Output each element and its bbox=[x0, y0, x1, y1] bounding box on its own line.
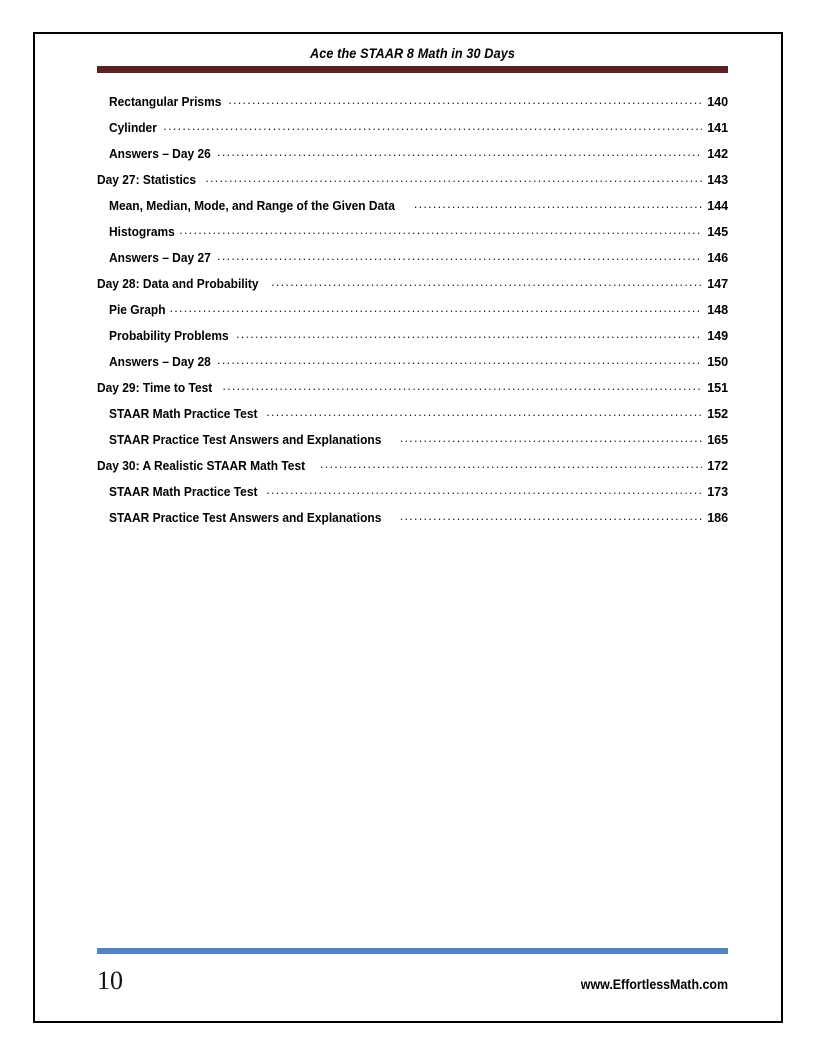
toc-entry-page-number: 140 bbox=[707, 94, 728, 109]
toc-entry[interactable] bbox=[97, 275, 728, 301]
toc-entry-page-number: 150 bbox=[707, 354, 728, 369]
toc-dot-leader bbox=[205, 171, 702, 184]
toc-entry-label: Day 28: Data and Probability bbox=[97, 276, 259, 291]
toc-entry-label: Answers – Day 26 bbox=[109, 146, 211, 161]
toc-entry-page-number: 172 bbox=[707, 458, 728, 473]
book-title: Ace the STAAR 8 Math in 30 Days bbox=[309, 46, 516, 61]
toc-entry-page-number: 152 bbox=[707, 406, 728, 421]
toc-dot-leader bbox=[217, 249, 702, 262]
toc-entry[interactable] bbox=[97, 431, 728, 457]
toc-entry[interactable] bbox=[97, 379, 728, 405]
toc-dot-leader bbox=[179, 223, 702, 236]
toc-entry[interactable] bbox=[97, 171, 728, 197]
toc-entry[interactable] bbox=[97, 93, 728, 119]
toc-entry-page-number: 145 bbox=[707, 224, 728, 239]
toc-entry[interactable] bbox=[97, 119, 728, 145]
toc-entry[interactable] bbox=[97, 353, 728, 379]
toc-dot-leader bbox=[222, 379, 702, 392]
page-frame bbox=[33, 32, 783, 1023]
toc-entry-page-number: 165 bbox=[707, 432, 728, 447]
toc-entry-page-number: 148 bbox=[707, 302, 728, 317]
toc-entry-page-number: 141 bbox=[707, 120, 728, 135]
toc-entry-page-number: 173 bbox=[707, 484, 728, 499]
toc-entry-label: Cylinder bbox=[109, 120, 157, 135]
toc-entry-page-number: 149 bbox=[707, 328, 728, 343]
toc-entry-label: Day 29: Time to Test bbox=[97, 380, 213, 395]
toc-entry[interactable] bbox=[97, 301, 728, 327]
toc-entry-page-number: 144 bbox=[707, 198, 728, 213]
toc-dot-leader bbox=[271, 275, 702, 288]
toc-entry[interactable] bbox=[97, 327, 728, 353]
header-divider bbox=[97, 66, 728, 73]
toc-entry[interactable] bbox=[97, 197, 728, 223]
toc-dot-leader bbox=[400, 509, 702, 522]
toc-entry[interactable] bbox=[97, 457, 728, 483]
toc-entry[interactable] bbox=[97, 405, 728, 431]
toc-entry-page-number: 151 bbox=[707, 380, 728, 395]
toc-entry-label: Day 27: Statistics bbox=[97, 172, 197, 187]
toc-entry-label: Histograms bbox=[109, 224, 175, 239]
page-number: 10 bbox=[97, 966, 123, 995]
page-content bbox=[97, 34, 728, 535]
toc-entry-label: Pie Graph bbox=[109, 302, 166, 317]
toc-entry-label: Answers – Day 27 bbox=[109, 250, 211, 265]
toc-entry-page-number: 142 bbox=[707, 146, 728, 161]
toc-entry-label: Rectangular Prisms bbox=[109, 94, 222, 109]
footer-row bbox=[97, 960, 728, 994]
footer-divider bbox=[97, 948, 728, 954]
toc-entry[interactable] bbox=[97, 223, 728, 249]
toc-entry-label: Day 30: A Realistic STAAR Math Test bbox=[97, 458, 306, 473]
toc-entry-page-number: 186 bbox=[707, 510, 728, 525]
toc-dot-leader bbox=[266, 483, 702, 496]
toc-dot-leader bbox=[163, 119, 702, 132]
toc-dot-leader bbox=[236, 327, 702, 340]
toc-dot-leader bbox=[228, 93, 702, 106]
toc-entry-label: Mean, Median, Mode, and Range of the Given Data bbox=[109, 198, 395, 213]
toc-dot-leader bbox=[266, 405, 702, 418]
toc-dot-leader bbox=[170, 301, 703, 314]
toc-dot-leader bbox=[414, 197, 702, 210]
toc-entry[interactable] bbox=[97, 509, 728, 535]
toc-entry-page-number: 143 bbox=[707, 172, 728, 187]
website-url: www.EffortlessMath.com bbox=[580, 976, 728, 992]
running-header bbox=[97, 34, 728, 73]
toc-entry[interactable] bbox=[97, 145, 728, 171]
toc-dot-leader bbox=[400, 431, 702, 444]
toc-dot-leader bbox=[217, 353, 702, 366]
toc-entry[interactable] bbox=[97, 249, 728, 275]
toc-entry-label: Answers – Day 28 bbox=[109, 354, 211, 369]
toc-entry-label: Probability Problems bbox=[109, 328, 229, 343]
toc-entry-label: STAAR Math Practice Test bbox=[109, 406, 258, 421]
toc-entry-label: STAAR Practice Test Answers and Explanations bbox=[109, 510, 382, 525]
toc-dot-leader bbox=[217, 145, 702, 158]
table-of-contents bbox=[97, 93, 728, 535]
toc-entry-label: STAAR Practice Test Answers and Explanations bbox=[109, 432, 382, 447]
toc-entry-page-number: 147 bbox=[707, 276, 728, 291]
toc-entry-label: STAAR Math Practice Test bbox=[109, 484, 258, 499]
page-footer bbox=[97, 948, 728, 994]
toc-entry[interactable] bbox=[97, 483, 728, 509]
toc-entry-page-number: 146 bbox=[707, 250, 728, 265]
toc-dot-leader bbox=[320, 457, 702, 470]
